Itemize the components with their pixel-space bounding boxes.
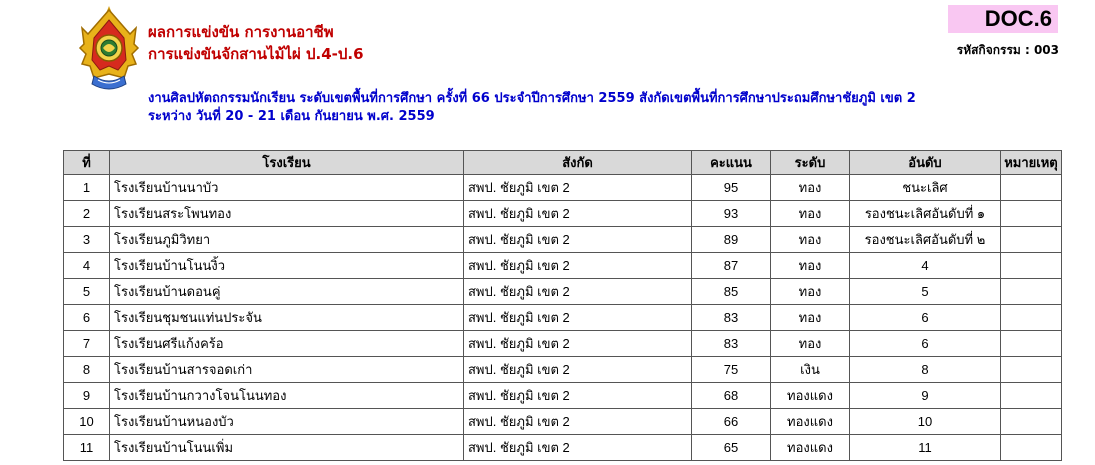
cell-affiliation: สพป. ชัยภูมิ เขต 2 [464, 201, 692, 227]
event-dates: ระหว่าง วันที่ 20 - 21 เดือน กันยายน พ.ศ. 2559 [148, 109, 435, 124]
cell-remark [1001, 383, 1062, 409]
cell-affiliation: สพป. ชัยภูมิ เขต 2 [464, 305, 692, 331]
cell-remark [1001, 331, 1062, 357]
cell-rank: รองชนะเลิศอันดับที่ ๑ [850, 201, 1001, 227]
cell-no: 9 [64, 383, 110, 409]
cell-school: โรงเรียนบ้านโนนงิ้ว [110, 253, 464, 279]
cell-no: 6 [64, 305, 110, 331]
cell-score: 95 [692, 175, 771, 201]
cell-affiliation: สพป. ชัยภูมิ เขต 2 [464, 383, 692, 409]
header-rank: อันดับ [850, 151, 1001, 175]
table-row [64, 175, 1062, 201]
header-level: ระดับ [771, 151, 850, 175]
cell-school: โรงเรียนศรีแก้งคร้อ [110, 331, 464, 357]
cell-score: 66 [692, 409, 771, 435]
cell-no: 1 [64, 175, 110, 201]
cell-rank: รองชนะเลิศอันดับที่ ๒ [850, 227, 1001, 253]
cell-level: ทอง [771, 305, 850, 331]
table-row [64, 227, 1062, 253]
header-affiliation: สังกัด [464, 151, 692, 175]
cell-school: โรงเรียนภูมิวิทยา [110, 227, 464, 253]
cell-score: 89 [692, 227, 771, 253]
event-description: งานศิลปหัตถกรรมนักเรียน ระดับเขตพื้นที่การศึกษา ครั้งที่ 66 ประจำปีการศึกษา 2559 สังกัดเขตพื้นที่การศึกษาประถมศึกษาชัยภูมิ เขต 2 [148, 91, 916, 106]
cell-affiliation: สพป. ชัยภูมิ เขต 2 [464, 279, 692, 305]
cell-level: ทอง [771, 227, 850, 253]
cell-score: 93 [692, 201, 771, 227]
cell-school: โรงเรียนสระโพนทอง [110, 201, 464, 227]
cell-rank: 10 [850, 409, 1001, 435]
cell-rank: 4 [850, 253, 1001, 279]
cell-affiliation: สพป. ชัยภูมิ เขต 2 [464, 435, 692, 461]
cell-level: ทองแดง [771, 409, 850, 435]
cell-affiliation: สพป. ชัยภูมิ เขต 2 [464, 357, 692, 383]
cell-affiliation: สพป. ชัยภูมิ เขต 2 [464, 253, 692, 279]
cell-rank: 11 [850, 435, 1001, 461]
cell-level: ทอง [771, 331, 850, 357]
page-title: ผลการแข่งขัน การงานอาชีพ [148, 23, 334, 41]
cell-level: ทอง [771, 201, 850, 227]
doc-code-badge: DOC.6 [948, 5, 1058, 33]
table-row [64, 357, 1062, 383]
table-row [64, 201, 1062, 227]
cell-remark [1001, 201, 1062, 227]
cell-remark [1001, 253, 1062, 279]
table-header-row [64, 151, 1062, 175]
cell-affiliation: สพป. ชัยภูมิ เขต 2 [464, 409, 692, 435]
cell-school: โรงเรียนชุมชนแท่นประจัน [110, 305, 464, 331]
cell-remark [1001, 409, 1062, 435]
cell-score: 83 [692, 331, 771, 357]
table-row [64, 279, 1062, 305]
cell-score: 68 [692, 383, 771, 409]
cell-score: 83 [692, 305, 771, 331]
cell-no: 4 [64, 253, 110, 279]
emblem-logo [78, 4, 140, 96]
table-row [64, 383, 1062, 409]
cell-rank: 8 [850, 357, 1001, 383]
cell-rank: 5 [850, 279, 1001, 305]
table-row [64, 331, 1062, 357]
cell-school: โรงเรียนบ้านกวางโจนโนนทอง [110, 383, 464, 409]
cell-rank: ชนะเลิศ [850, 175, 1001, 201]
table-row [64, 409, 1062, 435]
cell-no: 7 [64, 331, 110, 357]
cell-rank: 9 [850, 383, 1001, 409]
results-table [63, 150, 1062, 461]
cell-school: โรงเรียนบ้านดอนคู่ [110, 279, 464, 305]
cell-rank: 6 [850, 331, 1001, 357]
header-score: คะแนน [692, 151, 771, 175]
competition-title: การแข่งขันจักสานไม้ไผ่ ป.4-ป.6 [148, 45, 364, 63]
cell-no: 5 [64, 279, 110, 305]
header-no: ที่ [64, 151, 110, 175]
cell-level: เงิน [771, 357, 850, 383]
cell-level: ทองแดง [771, 435, 850, 461]
cell-affiliation: สพป. ชัยภูมิ เขต 2 [464, 331, 692, 357]
cell-remark [1001, 227, 1062, 253]
cell-school: โรงเรียนบ้านนาบัว [110, 175, 464, 201]
cell-school: โรงเรียนบ้านหนองบัว [110, 409, 464, 435]
cell-score: 85 [692, 279, 771, 305]
activity-code: รหัสกิจกรรม : 003 [956, 43, 1059, 57]
cell-school: โรงเรียนบ้านโนนเพิ่ม [110, 435, 464, 461]
cell-no: 11 [64, 435, 110, 461]
header-remark: หมายเหตุ [1001, 151, 1062, 175]
cell-level: ทอง [771, 279, 850, 305]
cell-remark [1001, 357, 1062, 383]
table-row [64, 435, 1062, 461]
cell-score: 75 [692, 357, 771, 383]
cell-affiliation: สพป. ชัยภูมิ เขต 2 [464, 175, 692, 201]
cell-remark [1001, 279, 1062, 305]
cell-no: 2 [64, 201, 110, 227]
cell-no: 10 [64, 409, 110, 435]
cell-level: ทอง [771, 175, 850, 201]
cell-level: ทองแดง [771, 383, 850, 409]
cell-rank: 6 [850, 305, 1001, 331]
cell-score: 87 [692, 253, 771, 279]
cell-remark [1001, 305, 1062, 331]
cell-school: โรงเรียนบ้านสารจอดเก่า [110, 357, 464, 383]
cell-remark [1001, 175, 1062, 201]
cell-score: 65 [692, 435, 771, 461]
table-row [64, 253, 1062, 279]
cell-affiliation: สพป. ชัยภูมิ เขต 2 [464, 227, 692, 253]
cell-no: 3 [64, 227, 110, 253]
cell-remark [1001, 435, 1062, 461]
cell-no: 8 [64, 357, 110, 383]
cell-level: ทอง [771, 253, 850, 279]
table-row [64, 305, 1062, 331]
header-school: โรงเรียน [110, 151, 464, 175]
